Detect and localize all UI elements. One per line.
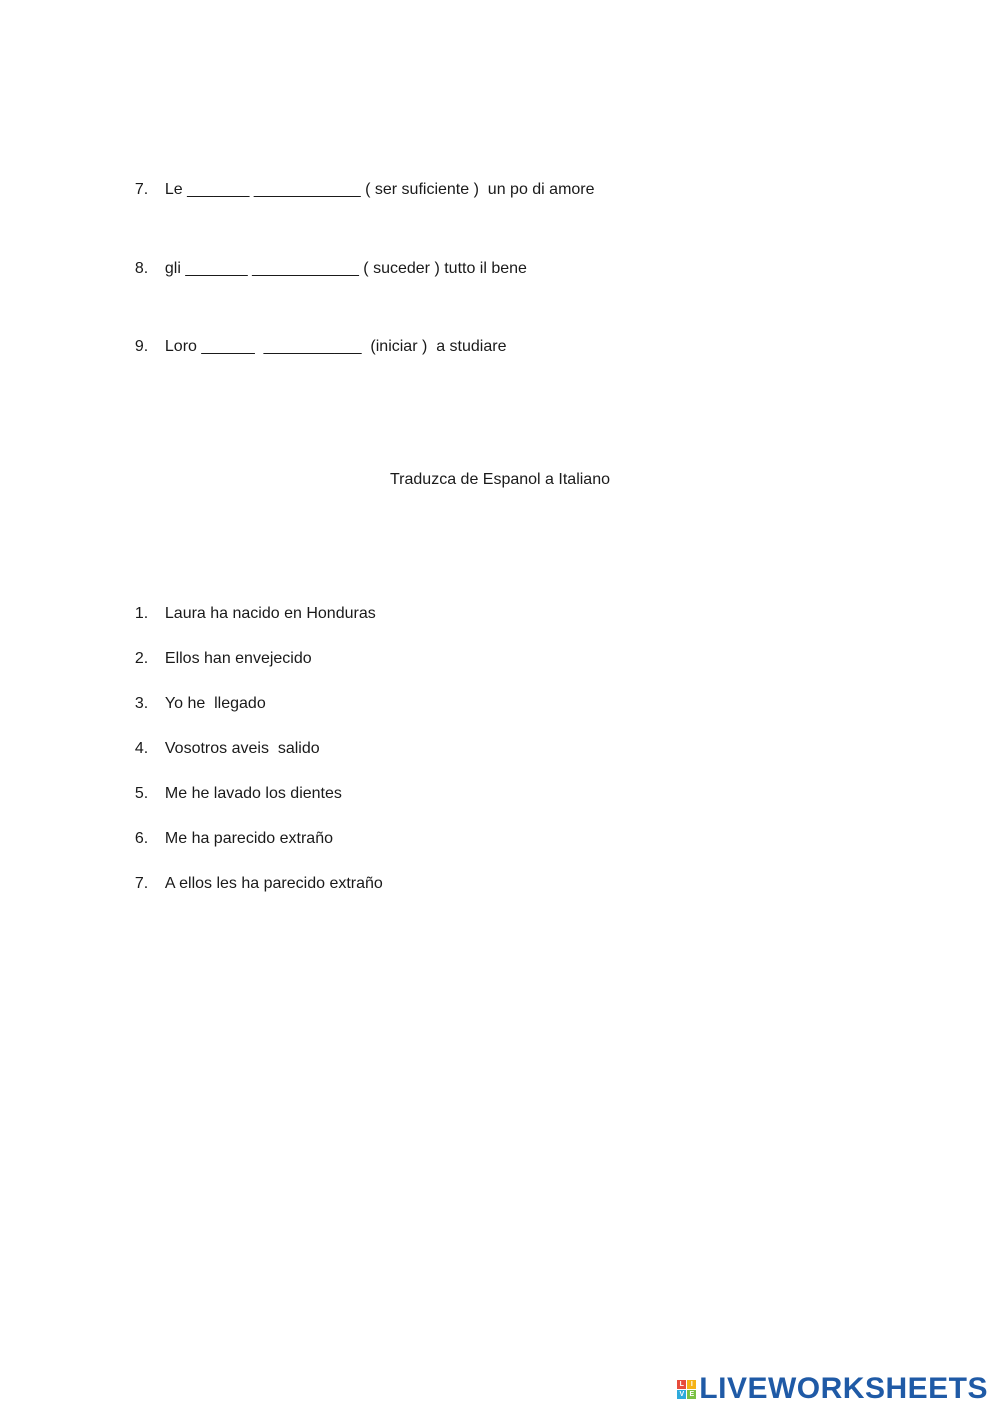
logo-mark-cell: L [677,1380,686,1389]
item-number: 8. [134,260,149,277]
translate-item-2 [126,629,312,669]
translate-item-5 [126,764,342,804]
translate-item-7 [126,854,383,894]
item-text: Le _______ ____________ ( ser suficiente ) un po di amore [164,181,595,198]
liveworksheets-logo [677,1372,988,1406]
translate-item-1 [126,584,376,624]
item-text: gli _______ ____________ ( suceder ) tutto il bene [164,260,527,277]
translate-item-6 [126,809,333,849]
logo-mark-cell: E [687,1390,696,1399]
item-number: 7. [134,181,149,198]
item-text: A ellos les ha parecido extraño [164,875,383,892]
item-number: 5. [134,785,149,802]
item-number: 9. [134,338,149,355]
item-number: 7. [134,875,149,892]
item-number: 3. [134,695,149,712]
item-text: Me ha parecido extraño [164,830,333,847]
item-number: 4. [134,740,149,757]
fill-in-item-9 [126,317,506,357]
translate-item-3 [126,674,266,714]
logo-text: LIVEWORKSHEETS [699,1372,988,1405]
item-number: 6. [134,830,149,847]
item-text: Laura ha nacido en Honduras [164,605,376,622]
item-text: Yo he llegado [164,695,266,712]
item-text: Loro ______ ___________ (iniciar ) a studiare [164,338,507,355]
item-text: Ellos han envejecido [164,650,312,667]
fill-in-item-8 [126,239,527,279]
item-number: 2. [134,650,149,667]
fill-in-item-7 [126,160,595,200]
item-text: Vosotros aveis salido [164,740,320,757]
section-title: Traduzca de Espanol a Italiano [390,471,610,488]
item-text: Me he lavado los dientes [164,785,342,802]
item-number: 1. [134,605,149,622]
logo-mark-icon [677,1380,696,1399]
logo-mark-cell: V [677,1390,686,1399]
logo-mark-cell: I [687,1380,696,1389]
translate-item-4 [126,719,320,759]
